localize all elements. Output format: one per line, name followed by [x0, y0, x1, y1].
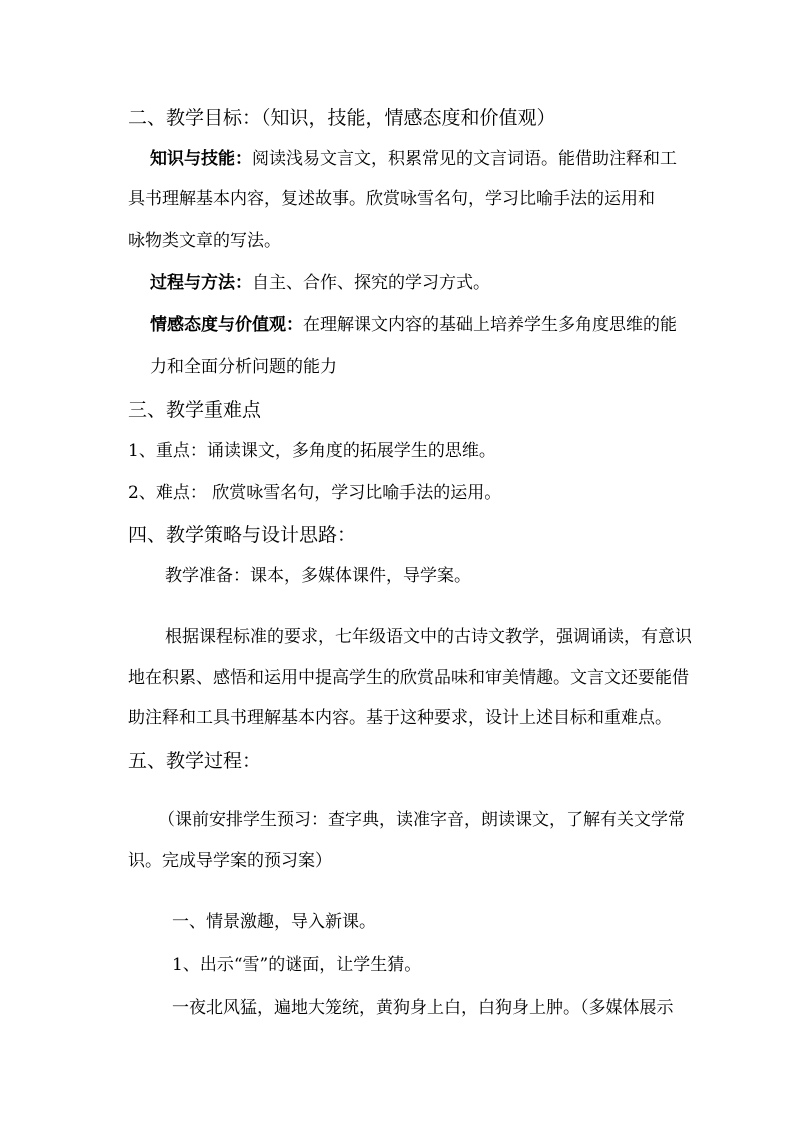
step1-heading: 一、情景激趣，导入新课。 [172, 912, 376, 932]
process-line [150, 271, 490, 295]
strategy-line-2: 地在积累、感悟和运用中提高学生的欣赏品味和审美情趣。文言文还要能借 [128, 668, 689, 688]
emotion-line-1 [150, 313, 677, 337]
strategy-line-1: 根据课程标准的要求，七年级语文中的古诗文教学，强调诵读，有意识 [165, 627, 692, 647]
emotion-text-1: 在理解课文内容的基础上培养学生多角度思维的能 [303, 315, 677, 335]
difficult-point: 2、难点： 欣赏咏雪名句，学习比喻手法的运用。 [128, 483, 502, 503]
knowledge-line-1 [150, 147, 677, 171]
knowledge-line-2: 具书理解基本内容，复述故事。欣赏咏雪名句，学习比喻手法的运用和 [128, 189, 655, 209]
step1-item1: 1、出示“雪”的谜面，让学生猜。 [172, 955, 422, 975]
strategy-line-3: 助注释和工具书理解基本内容。基于这种要求，设计上述目标和重难点。 [128, 708, 672, 728]
process-text: 自主、合作、探究的学习方式。 [252, 273, 490, 293]
section5-heading: 五、教学过程： [128, 750, 262, 772]
knowledge-line-3: 咏物类文章的写法。 [128, 231, 281, 251]
preview-line-1: （课前安排学生预习：查字典，读准字音，朗读课文，了解有关文学常 [158, 810, 685, 830]
preview-line-2: 识。完成导学案的预习案） [128, 851, 332, 871]
riddle-line: 一夜北风猛，遍地大笼统，黄狗身上白，白狗身上肿。（多媒体展示 [172, 998, 674, 1018]
section4-heading: 四、教学策略与设计思路： [128, 524, 357, 546]
knowledge-label: 知识与技能： [150, 149, 252, 169]
key-point: 1、重点：诵读课文，多角度的拓展学生的思维。 [128, 441, 496, 461]
emotion-label: 情感态度与价值观： [150, 315, 303, 335]
teaching-prep: 教学准备：课本，多媒体课件，导学案。 [165, 566, 471, 586]
emotion-line-2: 力和全面分析问题的能力 [150, 357, 337, 377]
section3-heading: 三、教学重难点 [128, 399, 262, 421]
section2-heading: 二、教学目标：（知识，技能，情感态度和价值观） [128, 107, 556, 129]
knowledge-text-1: 阅读浅易文言文，积累常见的文言词语。能借助注释和工 [252, 149, 677, 169]
process-label: 过程与方法： [150, 273, 252, 293]
